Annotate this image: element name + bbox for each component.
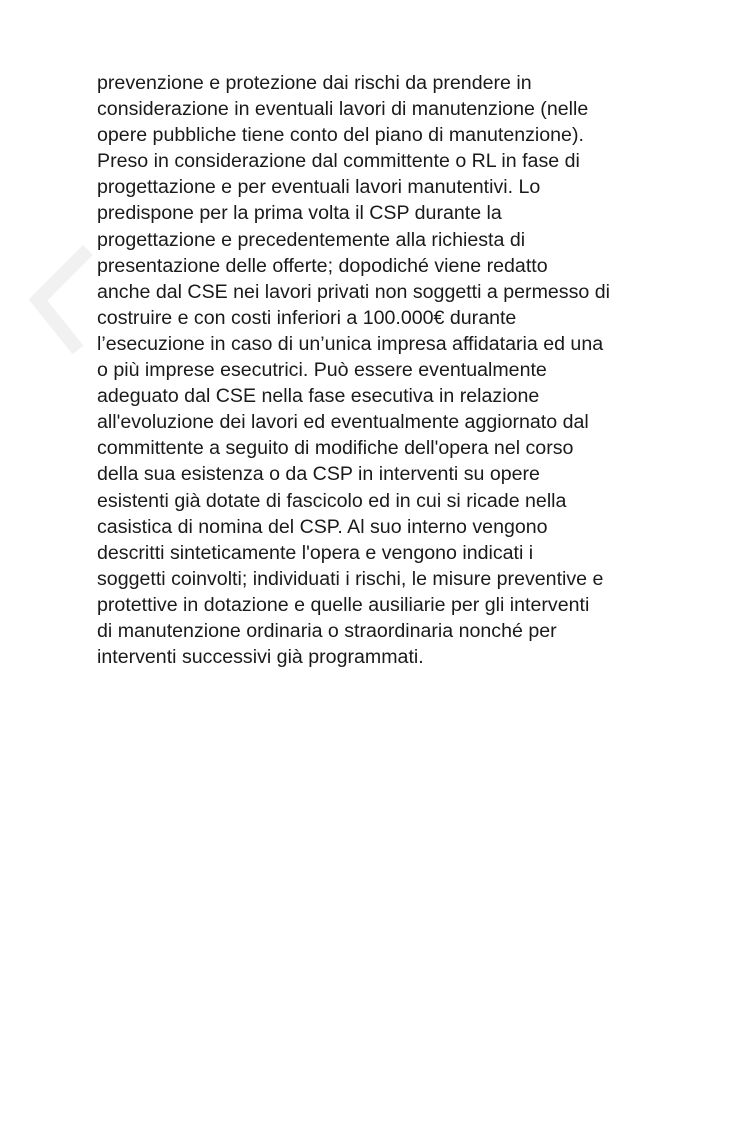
text-line: opere pubbliche tiene conto del piano di manutenzione). — [97, 124, 584, 147]
text-line: committente a seguito di modifiche dell'opera nel corso — [97, 437, 574, 460]
text-line: considerazione in eventuali lavori di manutenzione (nelle — [97, 98, 589, 121]
text-line: o più imprese esecutrici. Può essere eventualmente — [97, 359, 547, 382]
text-line: esistenti già dotate di fascicolo ed in cui si ricade nella — [97, 489, 567, 512]
text-line: progettazione e per eventuali lavori manutentivi. Lo — [97, 176, 541, 199]
text-line: presentazione delle offerte; dopodiché viene redatto — [97, 254, 548, 277]
text-line: progettazione e precedentemente alla richiesta di — [97, 228, 526, 251]
text-line: l’esecuzione in caso di un’unica impresa affidataria ed una — [97, 332, 604, 355]
text-line: prevenzione e protezione dai rischi da prendere in — [97, 72, 532, 94]
text-line: predispone per la prima volta il CSP durante la — [97, 202, 502, 225]
text-line: interventi successivi già programmati. — [97, 646, 424, 669]
text-line: all'evoluzione dei lavori ed eventualmente aggiornato dal — [97, 411, 589, 434]
text-line: soggetti coinvolti; individuati i rischi, le misure preventive e — [97, 567, 604, 590]
watermark-logo-icon — [18, 240, 108, 370]
text-line: Preso in considerazione dal committente o RL in fase di — [97, 150, 580, 173]
text-line: costruire e con costi inferiori a 100.000€ durante — [97, 306, 517, 329]
text-line: descritti sinteticamente l'opera e vengono indicati i — [97, 541, 534, 564]
body-paragraph — [97, 70, 687, 670]
text-line: di manutenzione ordinaria o straordinaria nonché per — [97, 619, 557, 642]
text-line: adeguato dal CSE nella fase esecutiva in relazione — [97, 385, 540, 408]
text-line: anche dal CSE nei lavori privati non soggetti a permesso di — [97, 280, 610, 303]
text-line: della sua esistenza o da CSP in interventi su opere — [97, 463, 540, 486]
text-line: protettive in dotazione e quelle ausiliarie per gli interventi — [97, 593, 590, 616]
text-line: casistica di nomina del CSP. Al suo interno vengono — [97, 515, 548, 538]
